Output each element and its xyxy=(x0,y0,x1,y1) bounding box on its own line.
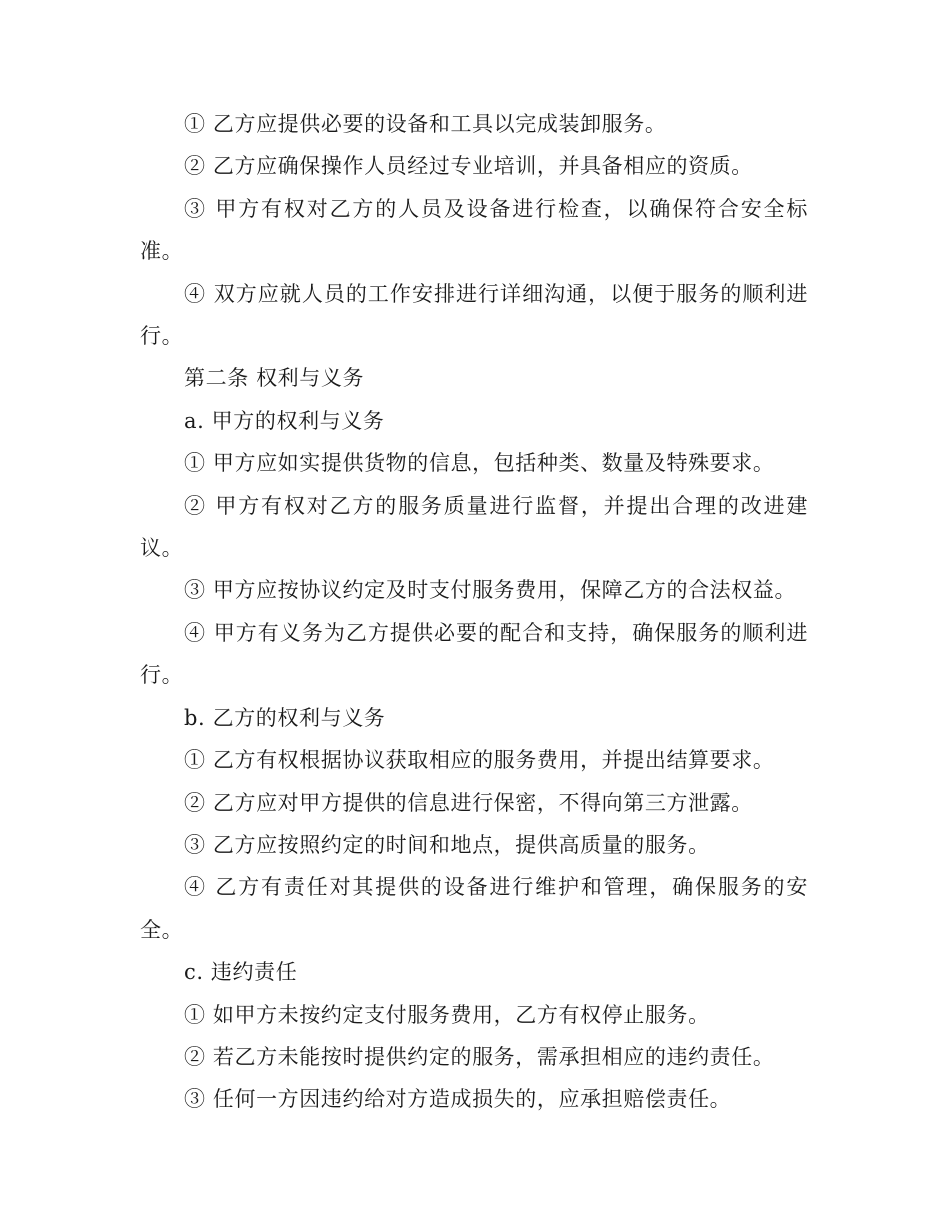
clause-item: ② 乙方应确保操作人员经过专业培训，并具备相应的资质。 xyxy=(184,154,753,179)
clause-item: ② 乙方应对甲方提供的信息进行保密，不得向第三方泄露。 xyxy=(184,790,753,815)
clause-item: ② 甲方有权对乙方的服务质量进行监督，并提出合理的改进建议。 xyxy=(140,493,808,561)
clause-item: ① 乙方有权根据协议获取相应的服务费用，并提出结算要求。 xyxy=(184,748,775,773)
section-heading: 第二条 权利与义务 xyxy=(184,366,365,391)
clause-item: ④ 双方应就人员的工作安排进行详细沟通，以便于服务的顺利进行。 xyxy=(140,281,808,349)
clause-item: ④ 乙方有责任对其提供的设备进行维护和管理，确保服务的安全。 xyxy=(140,875,808,942)
subsection-heading: c. 违约责任 xyxy=(184,960,298,985)
clause-item: ① 如甲方未按约定支付服务费用，乙方有权停止服务。 xyxy=(184,1002,710,1027)
subsection-heading: b. 乙方的权利与义务 xyxy=(184,705,386,730)
clause-item: ① 乙方应提供必要的设备和工具以完成装卸服务。 xyxy=(184,112,667,136)
clause-item: ③ 甲方有权对乙方的人员及设备进行检查，以确保符合安全标准。 xyxy=(140,196,808,264)
clause-item: ④ 甲方有义务为乙方提供必要的配合和支持，确保服务的顺利进行。 xyxy=(140,620,808,688)
clause-item: ③ 甲方应按协议约定及时支付服务费用，保障乙方的合法权益。 xyxy=(184,578,797,603)
subsection-heading: a. 甲方的权利与义务 xyxy=(184,408,385,433)
clause-item: ② 若乙方未能按时提供约定的服务，需承担相应的违约责任。 xyxy=(184,1044,775,1069)
clause-item: ① 甲方应如实提供货物的信息，包括种类、数量及特殊要求。 xyxy=(184,451,775,476)
clause-item: ③ 乙方应按照约定的时间和地点，提供高质量的服务。 xyxy=(184,832,710,857)
document-body xyxy=(140,103,808,1121)
clause-item: ③ 任何一方因违约给对方造成损失的，应承担赔偿责任。 xyxy=(184,1087,732,1112)
